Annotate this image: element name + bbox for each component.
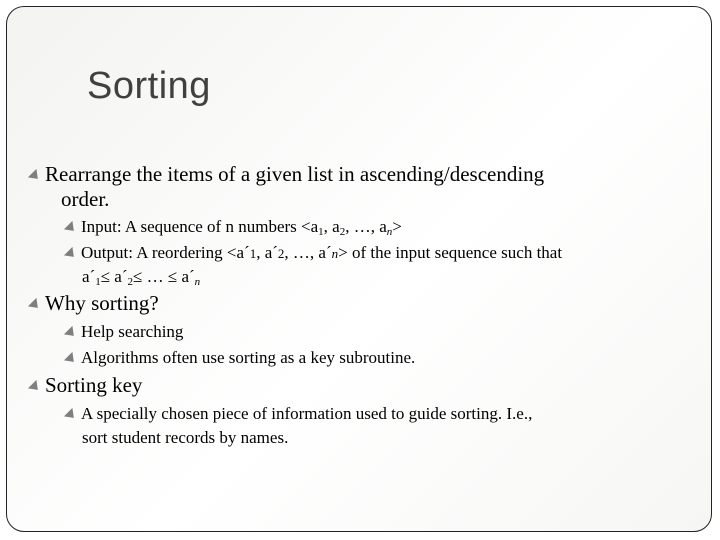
- bullet-sorting-key: Sorting key: [29, 373, 142, 398]
- bullet-help-searching: Help searching: [65, 322, 183, 342]
- bullet-sorting-key-desc: A specially chosen piece of information used to guide sorting. I.e.,: [65, 404, 532, 424]
- slide-title: Sorting: [87, 65, 211, 107]
- bullet-algorithms: Algorithms often use sorting as a key subroutine.: [65, 348, 415, 368]
- bullet-arrow-icon: [28, 298, 42, 312]
- bullet-arrow-icon: [64, 408, 78, 422]
- bullet-sorting-key-desc-cont: sort student records by names.: [82, 428, 289, 447]
- bullet-arrow-icon: [64, 247, 78, 261]
- bullet-arrow-icon: [64, 221, 78, 235]
- bullet-output: Output: A reordering <a´1, a´2, …, a´n> of the input sequence such that: [65, 243, 562, 263]
- bullet-arrow-icon: [28, 169, 42, 183]
- bullet-output-cont: $a´_1\le$ $a´_2\le$ … ≤ $a´_n$: [82, 267, 201, 288]
- bullet-arrow-icon: [64, 326, 78, 340]
- bullet-rearrange-cont: order.: [61, 187, 110, 211]
- bullet-rearrange: Rearrange the items of a given list in ascending/descending: [29, 162, 544, 187]
- bullet-arrow-icon: [28, 380, 42, 394]
- bullet-arrow-icon: [64, 352, 78, 366]
- slide-frame: [6, 6, 712, 532]
- bullet-input: Input: A sequence of n numbers $<a_1$, $a_2$, …, $a_n>$: [65, 217, 402, 237]
- bullet-why-sorting: Why sorting?: [29, 291, 159, 316]
